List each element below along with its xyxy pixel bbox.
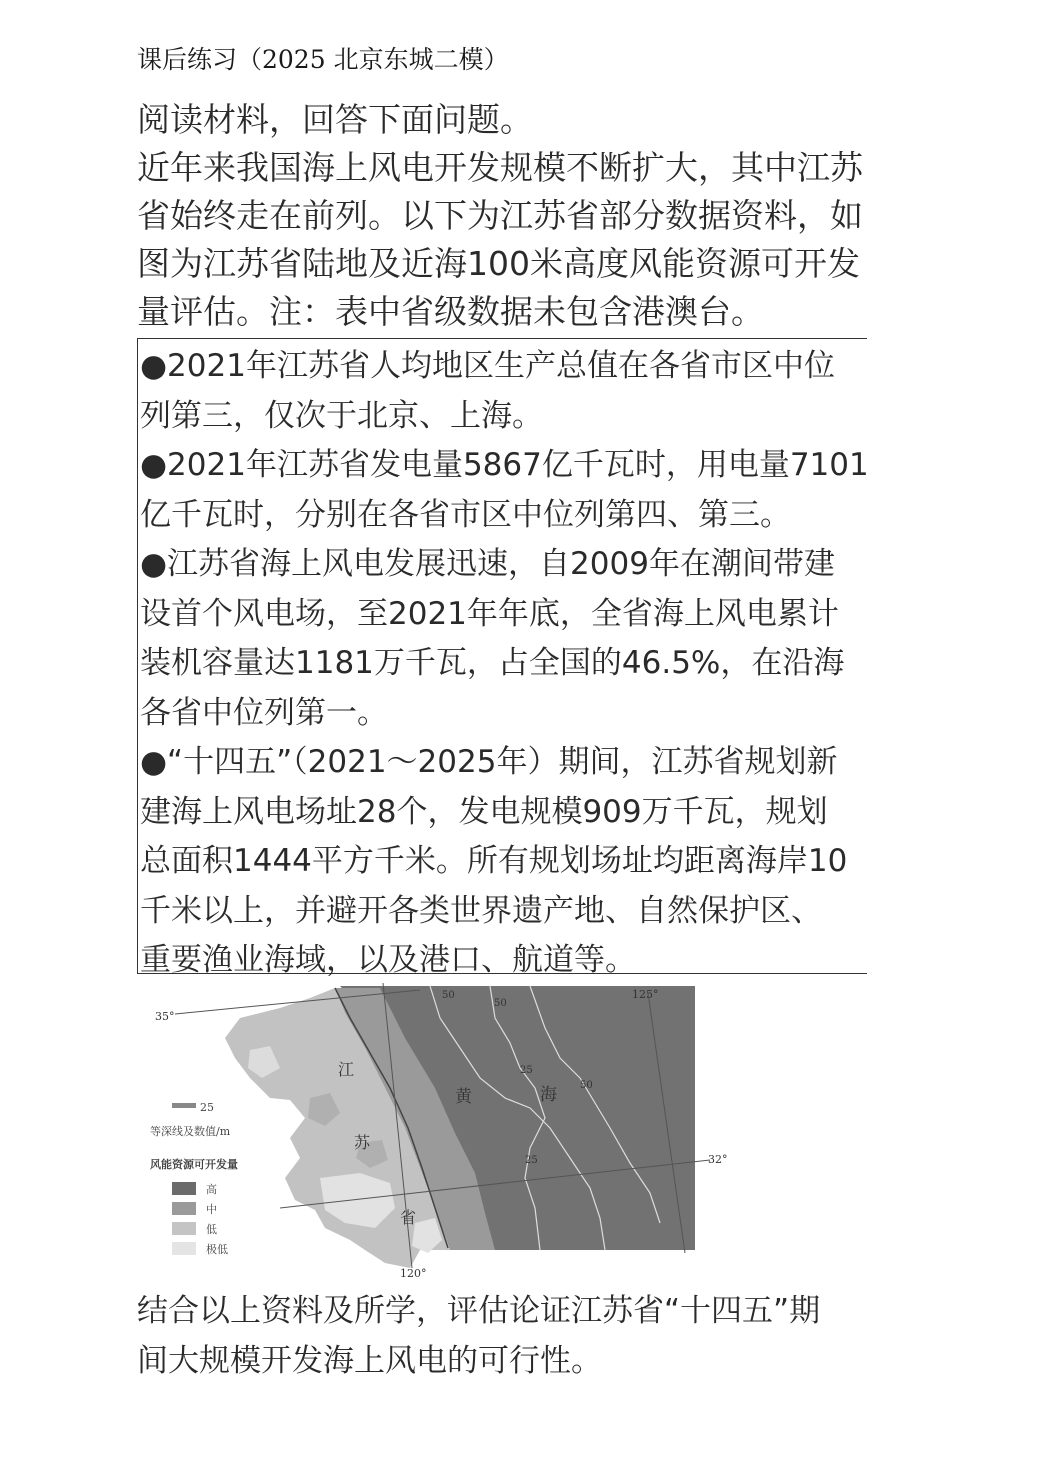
lat-label-35: 35° (155, 1010, 175, 1023)
box-line: 重要渔业海域，以及港口、航道等。 (140, 942, 636, 978)
region-label-hai: 海 (540, 1085, 557, 1105)
legend-label-medium: 中 (206, 1203, 217, 1216)
depth-label: 50 (580, 1080, 593, 1091)
legend-swatch-verylow (172, 1242, 196, 1255)
legend-title: 风能资源可开发量 (150, 1158, 238, 1171)
box-line: 各省中位列第一。 (140, 694, 388, 731)
legend-contour-swatch (172, 1103, 196, 1108)
depth-label: 25 (520, 1065, 533, 1076)
intro-line: 量评估。注：表中省级数据未包含港澳台。 (137, 292, 764, 331)
legend-label-low: 低 (206, 1223, 217, 1236)
box-line: 设首个风电场，至2021年年底，全省海上风电累计 (140, 595, 839, 632)
question-line: 结合以上资料及所学，评估论证江苏省“十四五”期 (137, 1293, 821, 1329)
box-line: ●2021年江苏省发电量5867亿千瓦时，用电量7101 (140, 447, 869, 483)
lat-label-32: 32° (708, 1153, 728, 1166)
legend-label-verylow: 极低 (206, 1243, 228, 1256)
region-label-jiang: 江 (338, 1060, 355, 1079)
intro-line: 近年来我国海上风电开发规模不断扩大，其中江苏 (137, 148, 863, 187)
box-line: ●“十四五”（2021～2025年）期间，江苏省规划新 (140, 744, 838, 780)
question-paragraph (137, 1286, 820, 1386)
box-line: 亿千瓦时，分别在各省市区中位列第四、第三。 (140, 496, 791, 533)
box-line: 装机容量达1181万千瓦，占全国的46.5%，在沿海 (140, 645, 845, 681)
box-line: 千米以上，并避开各类世界遗产地、自然保护区、 (140, 892, 822, 929)
region-label-huang: 黄 (455, 1087, 472, 1107)
region-label-sheng: 省 (400, 1208, 417, 1227)
region-label-su: 苏 (354, 1133, 371, 1152)
box-line: 总面积1444平方千米。所有规划场址均距离海岸10 (140, 843, 848, 879)
legend-swatch-medium (172, 1202, 196, 1215)
box-line: 建海上风电场址28个，发电规模909万千瓦，规划 (140, 793, 828, 830)
lon-label-125: 125° (632, 988, 659, 1001)
depth-label: 50 (494, 998, 507, 1009)
box-line: ●2021年江苏省人均地区生产总值在各省市区中位 (140, 348, 835, 384)
box-line: 列第三，仅次于北京、上海。 (140, 397, 543, 434)
intro-line: 图为江苏省陆地及近海100米高度风能资源可开发 (137, 244, 860, 283)
wind-resource-map (150, 978, 750, 1278)
lon-label-120: 120° (400, 1267, 427, 1278)
intro-line: 阅读材料，回答下面问题。 (137, 100, 533, 139)
data-box (137, 338, 869, 978)
intro-paragraph (137, 96, 877, 336)
question-line: 间大规模开发海上风电的可行性。 (137, 1343, 602, 1379)
legend-swatch-low (172, 1222, 196, 1235)
legend-swatch-high (172, 1182, 196, 1195)
intro-line: 省始终走在前列。以下为江苏省部分数据资料，如 (137, 196, 863, 235)
legend-contour-value: 25 (200, 1101, 214, 1114)
depth-label: 50 (442, 990, 455, 1001)
legend-contour-caption: 等深线及数值/m (150, 1125, 231, 1138)
exercise-header: 课后练习（2025 北京东城二模） (137, 45, 509, 74)
legend-label-high: 高 (206, 1183, 217, 1196)
depth-label: 25 (525, 1155, 538, 1166)
box-line: ●江苏省海上风电发展迅速，自2009年在潮间带建 (140, 546, 835, 582)
